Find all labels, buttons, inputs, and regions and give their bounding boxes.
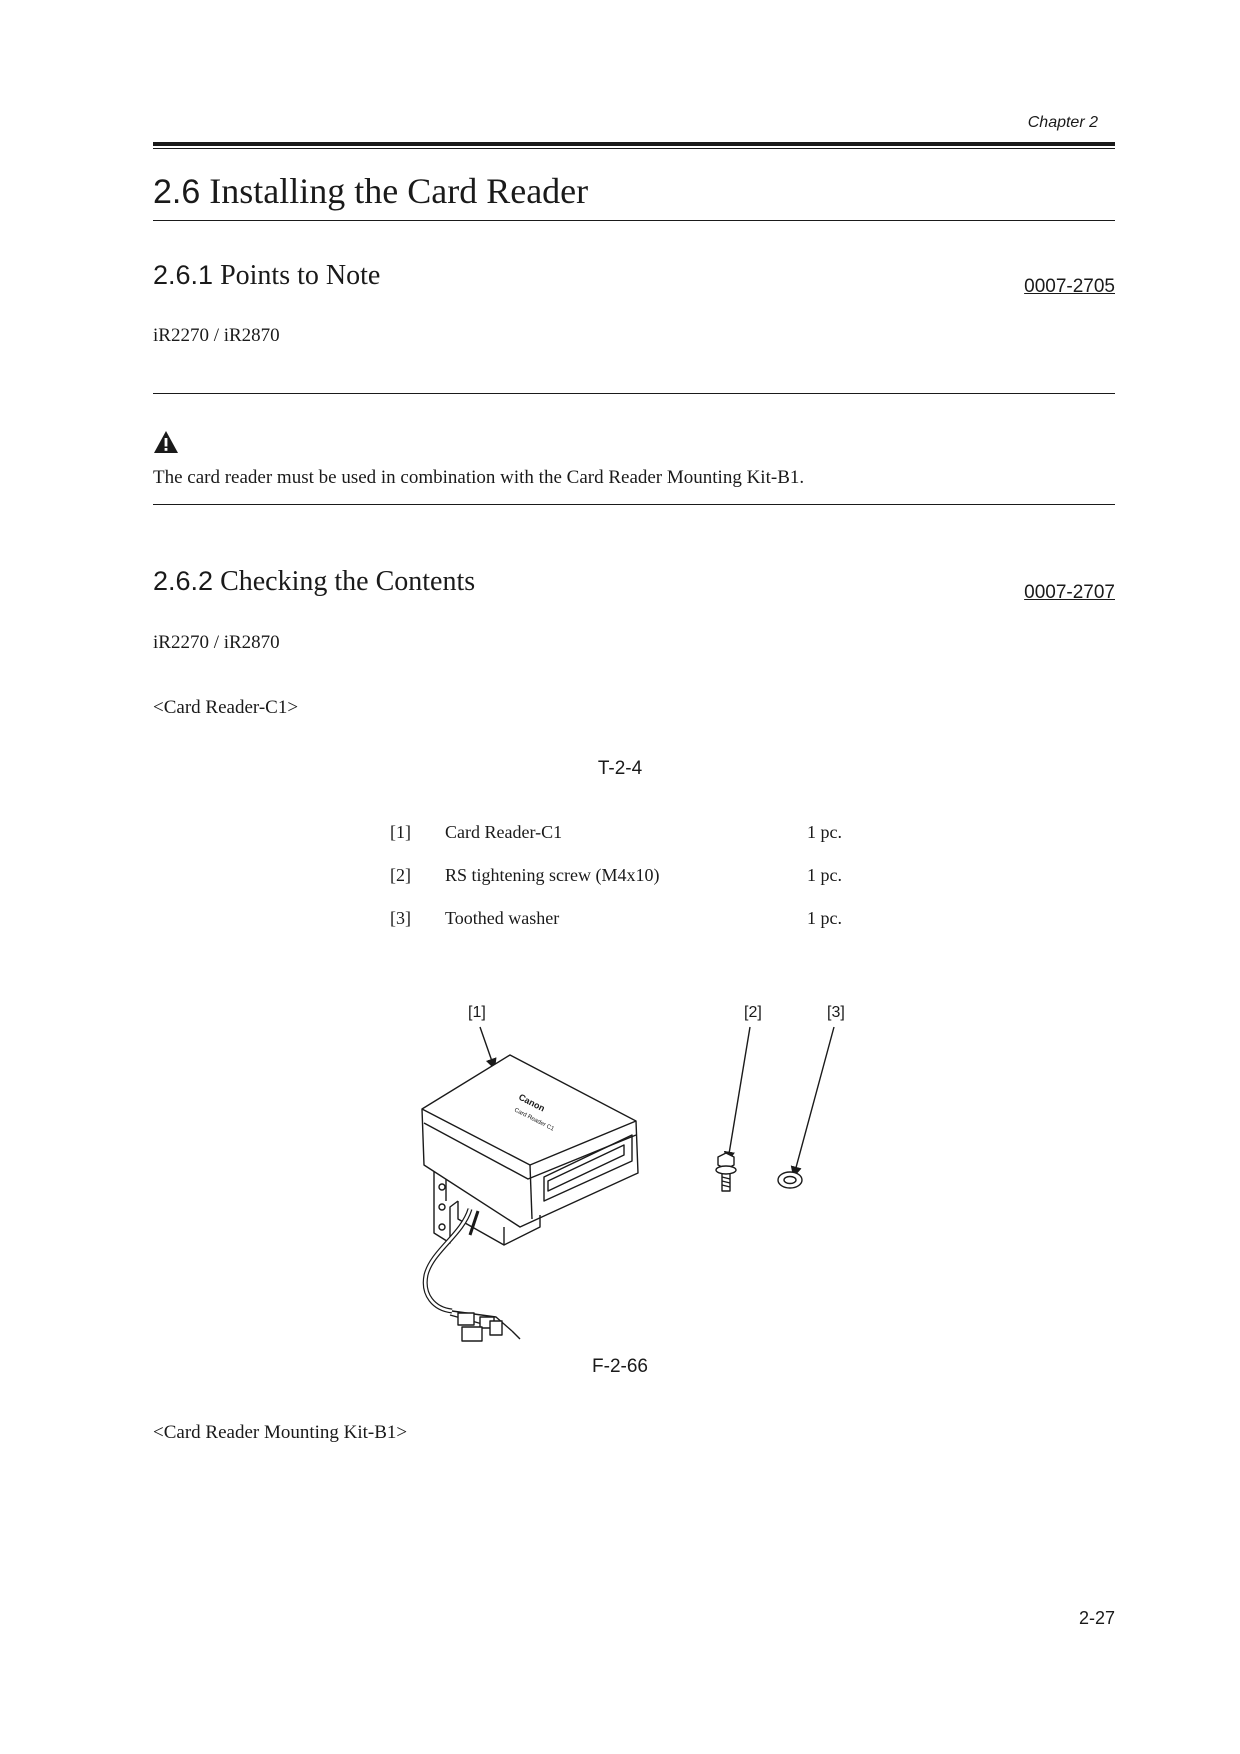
parts-figure bbox=[400, 995, 860, 1345]
table-row bbox=[390, 822, 867, 865]
parts-table bbox=[390, 822, 867, 951]
table-row bbox=[390, 865, 867, 908]
figure-callout-3: [3] bbox=[827, 1004, 845, 1021]
subsection-title: Points to Note bbox=[220, 260, 381, 291]
note-rule-top bbox=[153, 393, 1115, 394]
item-qty: 1 pc. bbox=[807, 865, 842, 885]
subsection-heading-contents bbox=[153, 566, 475, 598]
model-applicability: iR2270 / iR2870 bbox=[153, 325, 280, 346]
subsection-title: Checking the Contents bbox=[220, 566, 476, 597]
item-qty: 1 pc. bbox=[807, 908, 842, 928]
doc-code-link[interactable]: 0007-2705 bbox=[1024, 276, 1115, 297]
device-brand-text: Canon bbox=[517, 1091, 547, 1114]
table-id: T-2-4 bbox=[597, 758, 643, 779]
item-name: RS tightening screw (M4x10) bbox=[445, 865, 660, 885]
figure-callout-2: [2] bbox=[744, 1004, 762, 1021]
header-rule-thick bbox=[153, 142, 1115, 146]
section-title: Installing the Card Reader bbox=[209, 171, 589, 211]
header-rule-thin bbox=[153, 148, 1115, 149]
model-applicability: iR2270 / iR2870 bbox=[153, 632, 280, 653]
subsection-number: 2.6.1 bbox=[153, 260, 214, 290]
item-name: Toothed washer bbox=[445, 908, 560, 928]
warning-icon bbox=[153, 430, 179, 454]
group-heading-card-reader: <Card Reader-C1> bbox=[153, 697, 299, 718]
section-rule bbox=[153, 220, 1115, 221]
note-rule-bottom bbox=[153, 504, 1115, 505]
item-qty: 1 pc. bbox=[807, 822, 842, 842]
subsection-heading-points bbox=[153, 260, 380, 292]
item-name: Card Reader-C1 bbox=[445, 822, 563, 842]
item-index: [2] bbox=[390, 865, 411, 885]
chapter-label: Chapter 2 bbox=[1027, 114, 1098, 131]
figure-callout-1: [1] bbox=[468, 1004, 486, 1021]
page-number: 2-27 bbox=[1078, 1608, 1115, 1628]
section-number: 2.6 bbox=[153, 173, 201, 211]
figure-id: F-2-66 bbox=[592, 1356, 648, 1377]
item-index: [1] bbox=[390, 822, 411, 842]
note-text: The card reader must be used in combination with the Card Reader Mounting Kit-B1. bbox=[153, 467, 805, 488]
group-heading-mounting-kit: <Card Reader Mounting Kit-B1> bbox=[153, 1422, 408, 1443]
card-reader-illustration bbox=[400, 995, 860, 1345]
item-index: [3] bbox=[390, 908, 411, 928]
table-row bbox=[390, 908, 867, 951]
subsection-number: 2.6.2 bbox=[153, 566, 214, 596]
section-heading bbox=[153, 170, 588, 212]
device-product-text: Card Reader C1 bbox=[513, 1107, 555, 1133]
doc-code-link[interactable]: 0007-2707 bbox=[1024, 582, 1115, 603]
